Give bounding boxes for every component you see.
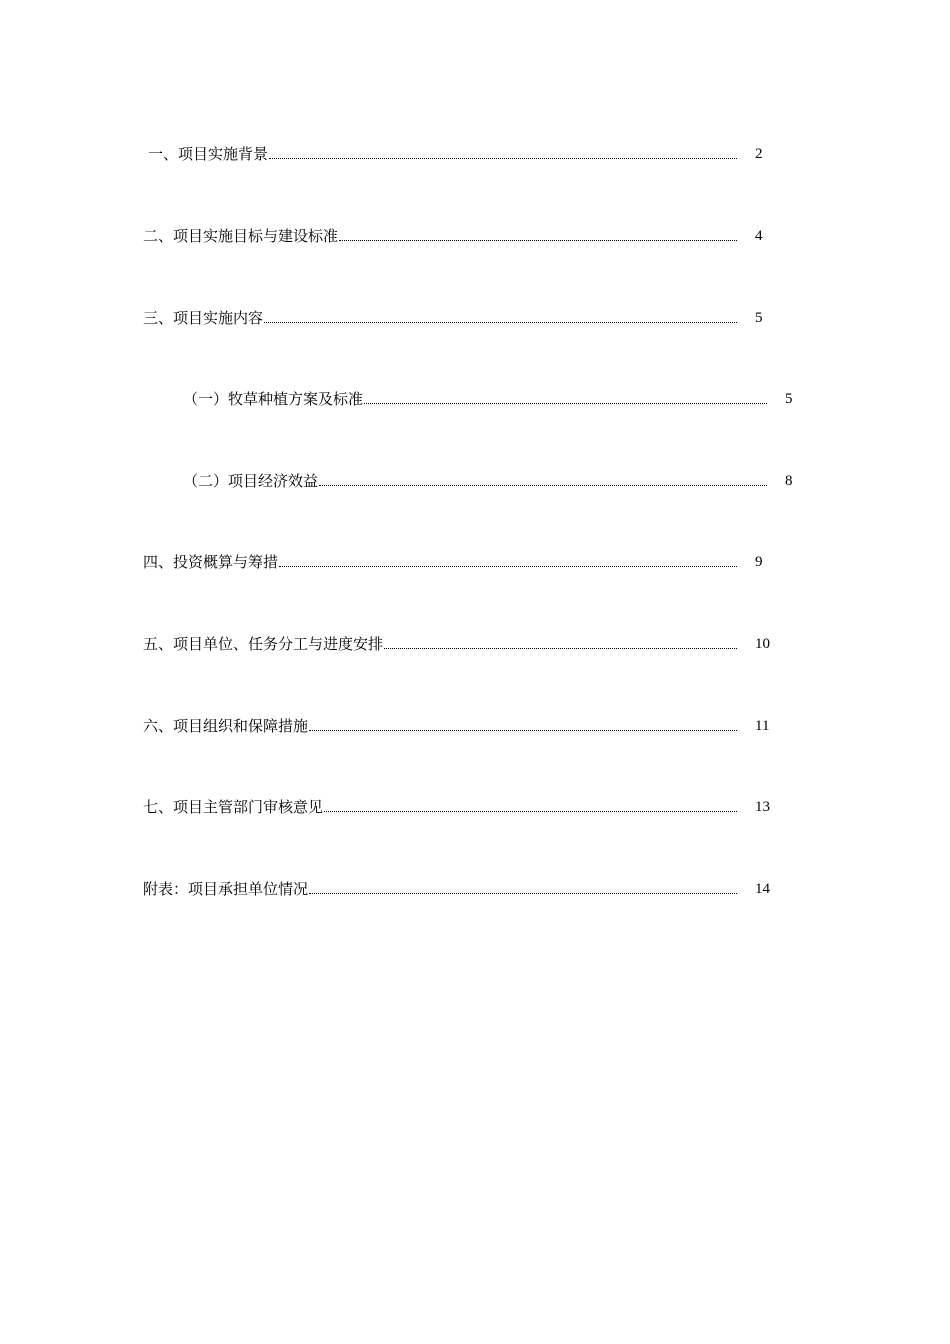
toc-page-number: 11	[755, 718, 770, 734]
toc-page-number: 2	[755, 146, 763, 162]
toc-page-number: 4	[755, 228, 763, 244]
toc-entry-goals-standards[interactable]	[143, 222, 783, 246]
toc-entry-review-opinion[interactable]	[143, 793, 783, 817]
toc-entry-title: （一）牧草种植方案及标准	[183, 390, 364, 408]
toc-page-number: 5	[785, 391, 793, 407]
toc-entry-title: 七、项目主管部门审核意见	[143, 798, 324, 816]
toc-subentry-planting-plan[interactable]	[183, 385, 813, 409]
dot-leader	[269, 157, 737, 159]
dot-leader	[264, 321, 737, 323]
toc-page-number: 10	[755, 636, 770, 652]
toc-entry-title: 三、项目实施内容	[143, 309, 264, 327]
dot-leader	[364, 402, 767, 404]
toc-entry-content[interactable]	[143, 304, 783, 328]
dot-leader	[279, 565, 737, 567]
toc-entry-organization[interactable]	[143, 712, 783, 736]
toc-entry-units-schedule[interactable]	[143, 630, 783, 654]
toc-page-number: 13	[755, 799, 770, 815]
toc-entry-title: （二）项目经济效益	[183, 472, 319, 490]
toc-page-number: 14	[755, 881, 770, 897]
toc-page-number: 9	[755, 554, 763, 570]
toc-entry-investment[interactable]	[143, 548, 783, 572]
toc-entry-title: 二、项目实施目标与建设标准	[143, 227, 339, 245]
dot-leader	[309, 892, 737, 894]
toc-entry-appendix[interactable]	[143, 875, 783, 899]
toc-subentry-economic-benefits[interactable]	[183, 467, 813, 491]
toc-entry-title: 五、项目单位、任务分工与进度安排	[143, 635, 384, 653]
toc-page-number: 5	[755, 310, 763, 326]
dot-leader	[324, 810, 737, 812]
toc-entry-title: 一、项目实施背景	[148, 145, 269, 163]
dot-leader	[339, 239, 737, 241]
dot-leader	[319, 484, 767, 486]
dot-leader	[309, 729, 737, 731]
toc-entry-background[interactable]	[148, 140, 783, 164]
toc-page-number: 8	[785, 473, 793, 489]
toc-entry-title: 四、投资概算与筹措	[143, 553, 279, 571]
dot-leader	[384, 647, 737, 649]
toc-entry-title: 附表：项目承担单位情况	[143, 880, 309, 898]
toc-entry-title: 六、项目组织和保障措施	[143, 717, 309, 735]
